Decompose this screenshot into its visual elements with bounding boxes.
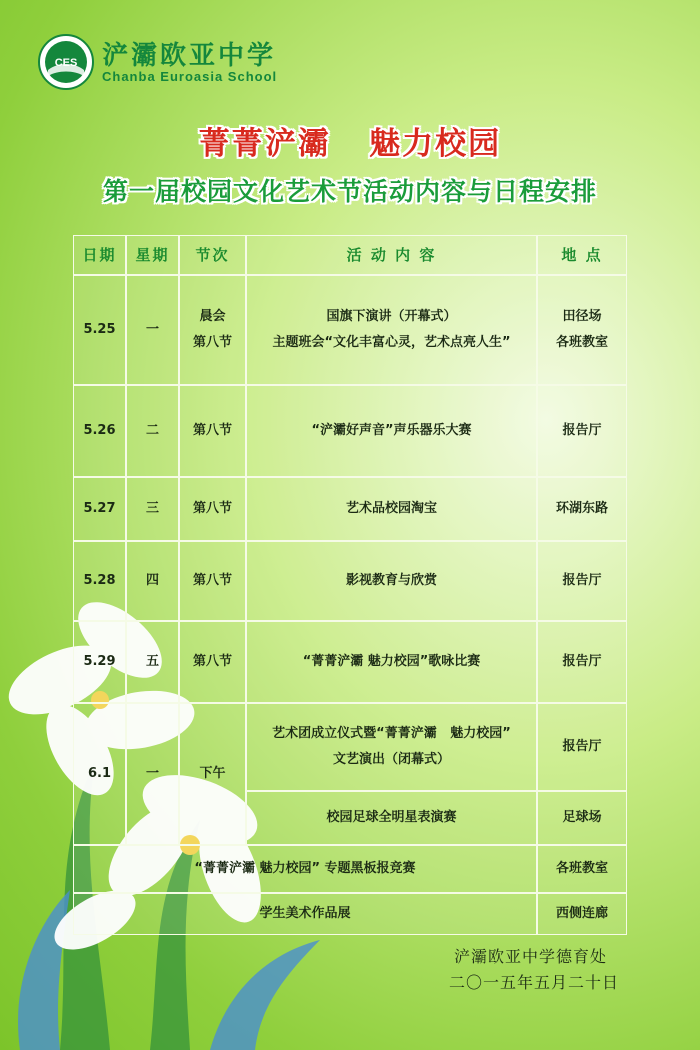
row-2-weekday: 三 [126, 477, 179, 541]
row-5-period: 下午 [179, 703, 246, 845]
row-3-weekday: 四 [126, 541, 179, 621]
row-5-activity-a-line1: 艺术团成立仪式暨“菁菁浐灞 魅力校园” [272, 726, 511, 741]
row-0-weekday: 一 [126, 275, 179, 385]
extra-row-1-location: 西侧连廊 [537, 893, 627, 935]
signature-department: 浐灞欧亚中学德育处 [454, 947, 608, 966]
row-1-period: 第八节 [179, 385, 246, 477]
page-title: 菁菁浐灞 魅力校园 [198, 126, 502, 162]
extra-row-1-activity: 学生美术作品展 [73, 893, 537, 935]
school-name-en: Chanba Euroasia School [102, 69, 278, 84]
row-1-weekday: 二 [126, 385, 179, 477]
extra-row-0-location: 各班教室 [537, 845, 627, 893]
row-0-activity-line1: 国旗下演讲（开幕式） [326, 309, 457, 324]
row-5-activity-a [246, 703, 537, 791]
row-2-date: 5.27 [73, 477, 126, 541]
row-4-period: 第八节 [179, 621, 246, 703]
school-name-cn: 浐灞欧亚中学 [102, 41, 277, 71]
row-5-date: 6.1 [73, 703, 126, 845]
row-0-date: 5.25 [73, 275, 126, 385]
signature-date: 二〇一五年五月二十日 [449, 973, 620, 992]
row-0-location-line1: 田径场 [562, 309, 602, 324]
row-5-weekday: 一 [126, 703, 179, 845]
row-2-period: 第八节 [179, 477, 246, 541]
school-logo [38, 34, 94, 90]
row-0-period-line1: 晨会 [199, 309, 226, 324]
row-1-date: 5.26 [73, 385, 126, 477]
row-3-period: 第八节 [179, 541, 246, 621]
row-2-activity: 艺术品校园淘宝 [246, 477, 537, 541]
row-4-weekday: 五 [126, 621, 179, 703]
row-5-activity-b: 校园足球全明星表演赛 [246, 791, 537, 845]
row-4-location: 报告厅 [537, 621, 627, 703]
row-5-activity-a-line2: 文艺演出（闭幕式） [332, 752, 450, 767]
row-5-location-b: 足球场 [537, 791, 627, 845]
row-1-location: 报告厅 [537, 385, 627, 477]
row-0-activity-line2: 主题班会“文化丰富心灵，艺术点亮人生” [272, 335, 511, 350]
header-period: 节次 [179, 235, 246, 275]
row-1-activity: “浐灞好声音”声乐器乐大赛 [246, 385, 537, 477]
page-subtitle: 第一届校园文化艺术节活动内容与日程安排 [102, 177, 597, 206]
row-3-location: 报告厅 [537, 541, 627, 621]
row-0-period [179, 275, 246, 385]
row-3-activity: 影视教育与欣赏 [246, 541, 537, 621]
row-2-location: 环湖东路 [537, 477, 627, 541]
header-date: 日期 [73, 235, 126, 275]
header-weekday: 星期 [126, 235, 179, 275]
header-location: 地 点 [537, 235, 627, 275]
header-activity: 活 动 内 容 [246, 235, 537, 275]
row-5-location-a: 报告厅 [537, 703, 627, 791]
extra-row-0-activity: “菁菁浐灞 魅力校园” 专题黑板报竞赛 [73, 845, 537, 893]
row-0-activity [246, 275, 537, 385]
logo-text: CES [54, 57, 78, 69]
row-4-date: 5.29 [73, 621, 126, 703]
row-4-activity: “菁菁浐灞 魅力校园”歌咏比赛 [246, 621, 537, 703]
row-0-location [537, 275, 627, 385]
row-0-location-line2: 各班教室 [555, 335, 608, 350]
row-0-period-line2: 第八节 [192, 335, 232, 350]
row-3-date: 5.28 [73, 541, 126, 621]
